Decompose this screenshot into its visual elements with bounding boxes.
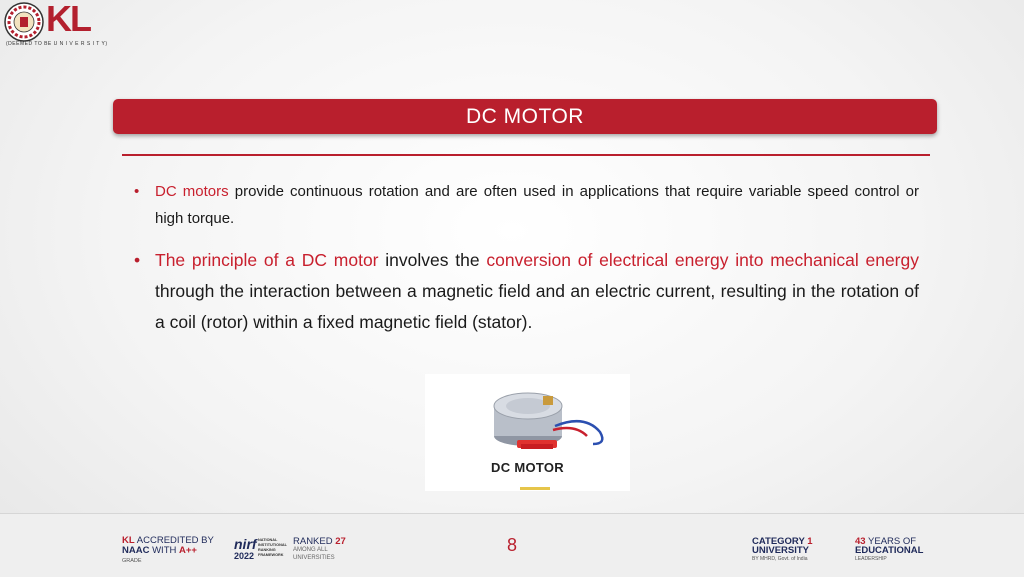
nirf-full: NATIONAL INSTITUTIONAL RANKING FRAMEWORK: [258, 538, 287, 557]
years-educational: EDUCATIONAL: [855, 545, 924, 556]
ranked-number: 27: [335, 536, 346, 547]
ranked-universities: UNIVERSITIES: [293, 555, 335, 561]
bullet-item: [134, 178, 919, 232]
years-leadership: LEADERSHIP: [855, 556, 887, 562]
university-seal-icon: [4, 2, 44, 42]
naac-with: WITH: [149, 545, 180, 556]
category-number: 1: [807, 536, 813, 547]
logo-wordmark: KL: [46, 0, 90, 39]
years-number: 43: [855, 536, 866, 547]
bullet-text: provide continuous rotation and are often used in applications that require variable speed control or high torque.: [155, 183, 919, 227]
ranked-label: RANKED: [293, 536, 336, 547]
nirf-logo: nirf: [234, 536, 257, 552]
slide-title-bar: [113, 99, 937, 134]
bullet-text: involves the: [378, 250, 487, 270]
ranking-badge: [293, 538, 346, 562]
category-by: BY MHRD, Govt. of India: [752, 556, 808, 562]
category-badge: [752, 537, 813, 564]
years-badge: [855, 537, 923, 564]
bullet-highlight: The principle of a DC motor: [155, 250, 379, 270]
naac-name: NAAC: [122, 545, 150, 556]
university-logo: [4, 2, 116, 48]
bullet-highlight: conversion of electrical energy into mechanical energy: [486, 250, 919, 270]
bullet-text: through the interaction between a magnetic field and an electric current, resulting in the rotation of a coil (rotor) within a fixed magnetic field (stator).: [155, 281, 919, 332]
naac-grade: A++: [179, 545, 197, 556]
category-label: CATEGORY: [752, 536, 808, 547]
bullet-list: [134, 178, 919, 338]
page-number: 8: [506, 535, 517, 555]
naac-accredited: ACCREDITED BY: [134, 535, 214, 546]
naac-grade-label: GRADE: [122, 558, 142, 564]
nirf-year: 2022: [234, 551, 255, 561]
ranked-among: AMONG ALL: [293, 547, 328, 553]
slide-title: DC MOTOR: [466, 104, 584, 128]
image-caption: DC MOTOR: [491, 460, 564, 475]
bullet-item: [134, 245, 919, 338]
naac-kl: KL: [122, 535, 135, 546]
years-label: YEARS OF: [865, 536, 917, 547]
dc-motor-image: [425, 374, 630, 491]
logo-subtitle: (DEEMED TO BE U N I V E R S I T Y): [6, 41, 108, 47]
title-divider: [122, 154, 930, 156]
naac-badge: [122, 536, 214, 566]
category-university: UNIVERSITY: [752, 545, 810, 556]
footer: [0, 513, 1024, 577]
bullet-highlight: DC motors: [155, 183, 229, 200]
